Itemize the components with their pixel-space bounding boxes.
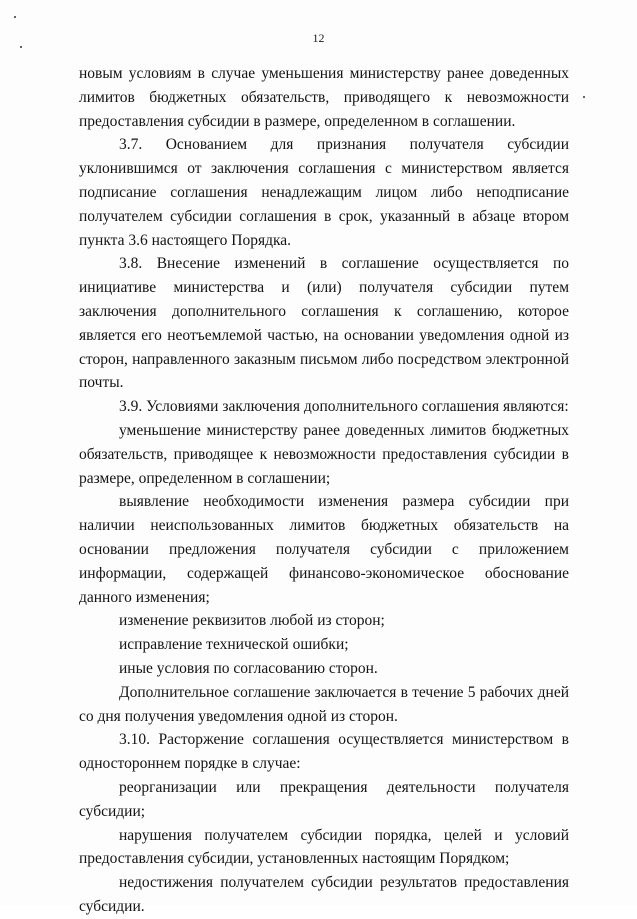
list-item-condition: изменение реквизитов любой из сторон; <box>119 612 385 630</box>
paragraph-3-8: 3.8. Внесение изменений в соглашение осуществляется по инициативе министерства и (или) получателя субсидии путем заключения дополнительного соглашения к соглашению, которое является его неотъемлемой частью, на основании уведомления одной из сторон, направленного заказным письмом либо посредством электронной почты. <box>79 255 569 392</box>
list-item-condition: иные условия по согласованию сторон. <box>119 659 378 677</box>
page-number: 12 <box>312 31 325 45</box>
paragraph-3-10: 3.10. Расторжение соглашения осуществляется министерством в одностороннем порядке в случае: <box>79 731 569 773</box>
scan-speck <box>14 16 16 18</box>
paragraph: новым условиям в случае уменьшения министерству ранее доведенных лимитов бюджетных обязательств, приводящего к невозможности предоставления субсидии в размере, определенном в соглашении. <box>79 65 569 130</box>
list-item-condition: выявление необходимости изменения размера субсидии при наличии неиспользованных лимитов бюджетных обязательств на основании предложения получателя субсидии с приложением информации, содержащей финансово-экономическое обоснование данного изменения; <box>79 493 569 606</box>
paragraph-3-9: 3.9. Условиями заключения дополнительного соглашения являются: <box>119 398 569 416</box>
scan-speck <box>20 46 22 48</box>
paragraph-3-7: 3.7. Основанием для признания получателя субсидии уклонившимся от заключения соглашения с министерством является подписание соглашения ненадлежащим лицом либо неподписание получателем субсидии соглашения в срок, указанный в абзаце втором пункта 3.6 настоящего Порядка. <box>79 136 569 249</box>
list-item-termination-case: реорганизации или прекращения деятельности получателя субсидии; <box>79 778 569 820</box>
list-item-condition: уменьшение министерству ранее доведенных лимитов бюджетных обязательств, приводящее к невозможности предоставления субсидии в размере, определенном в соглашении; <box>79 421 569 487</box>
scan-speck <box>583 96 585 98</box>
list-item-termination-case: недостижения получателем субсидии результатов предоставления субсидии. <box>79 874 569 915</box>
document-body <box>79 62 569 919</box>
list-item-termination-case: нарушения получателем субсидии порядка, целей и условий предоставления субсидии, установленных настоящим Порядком; <box>79 826 569 868</box>
paragraph-additional-agreement-term: Дополнительное соглашение заключается в течение 5 рабочих дней со дня получения уведомления одной из сторон. <box>79 683 569 725</box>
list-item-condition: исправление технической ошибки; <box>119 636 349 654</box>
